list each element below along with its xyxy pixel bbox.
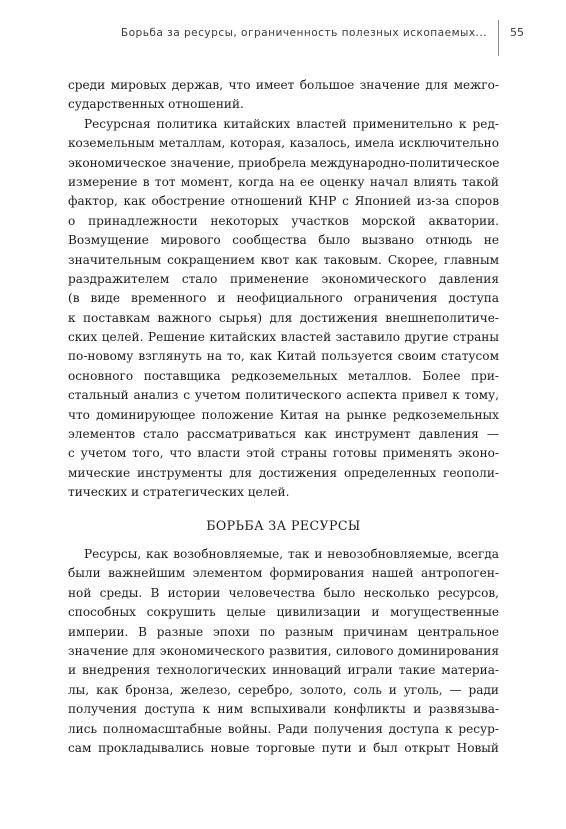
text-line: сам прокладывались новые торговые пути и был открыт Новый [68,740,499,755]
running-header [0,20,566,56]
text-line: и внедрения технологических инноваций играли такие материа- [68,663,499,678]
text-line: среди мировых держав, что имеет большое значение для межго- [68,78,499,92]
text-line: были важнейшим элементом формирования нашей антропоген- [68,566,499,581]
body-text-block-2 [68,545,499,758]
text-line: значительным сокращением квот как таковым. Скорее, главным [68,252,499,267]
text-line: значение для экономического развития, силового доминирования [68,643,499,658]
text-line: Ресурсы, как возобновляемые, так и невозобновляемые, всегда [84,547,499,561]
text-line: по-новому взглянуть на то, как Китай пользуется своим статусом [68,349,499,364]
text-line: Ресурсная политика китайских властей применительно к ред- [84,116,499,131]
text-line: измерение в тот момент, когда на ее оценку начал влиять такой [68,174,499,189]
text-line: мические инструменты для достижения определенных геополи- [68,465,499,480]
text-line: элементов стало рассматриваться как инструмент давления — [68,427,499,442]
text-line: (в виде временного и неофициального ограничения доступа [68,291,499,306]
text-line: ских целей. Решение китайских властей заставило другие страны [68,330,499,345]
body-text-block-1 [68,76,499,503]
text-line: лись полномасштабные войны. Ради получения доступа к ресур- [68,721,499,736]
text-line: империи. В разные эпохи по разным причинам центральное [68,624,499,639]
header-divider [498,20,499,56]
text-line: с учетом того, что власти этой страны готовы применять эконо- [68,446,499,461]
text-line: тических и стратегических целей. [68,485,290,500]
text-line: экономическое значение, приобрела международно-политическое [68,155,500,170]
text-line: коземельным металлам, которая, казалось, имела исключительно [68,136,499,151]
section-heading: БОРЬБА ЗА РЕСУРСЫ [206,518,361,533]
text-line: к поставкам важного сырья) для достижения внешнеполитиче- [68,310,499,325]
running-title: Борьба за ресурсы, ограниченность полезных ископаемых... [120,27,487,39]
text-line: основного поставщика редкоземельных металлов. Более при- [68,368,499,383]
text-line: раздражителем стало применение экономического давления [68,271,499,286]
page-number: 55 [510,26,524,39]
text-line: фактор, как обострение отношений КНР с Японией из-за споров [68,194,499,209]
text-line: лы, как бронза, железо, серебро, золото, соль и уголь, — ради [68,682,499,697]
text-line: стальный анализ с учетом политического аспекта привел к тому, [68,388,499,403]
text-line: способных сокрушить целые цивилизации и могущественные [68,605,499,620]
text-line: ной среды. В истории человечества было несколько ресурсов, [68,585,499,600]
text-line: Возмущение мирового сообщества было вызвано отнюдь не [68,233,499,248]
text-line: сударственных отношений. [68,97,244,112]
text-line: получения доступа к ним вспыхивали конфликты и развязыва- [68,702,499,717]
text-line: о принадлежности некоторых участков морской акватории. [68,213,499,228]
text-line: что доминирующее положение Китая на рынке редкоземельных [68,407,499,422]
